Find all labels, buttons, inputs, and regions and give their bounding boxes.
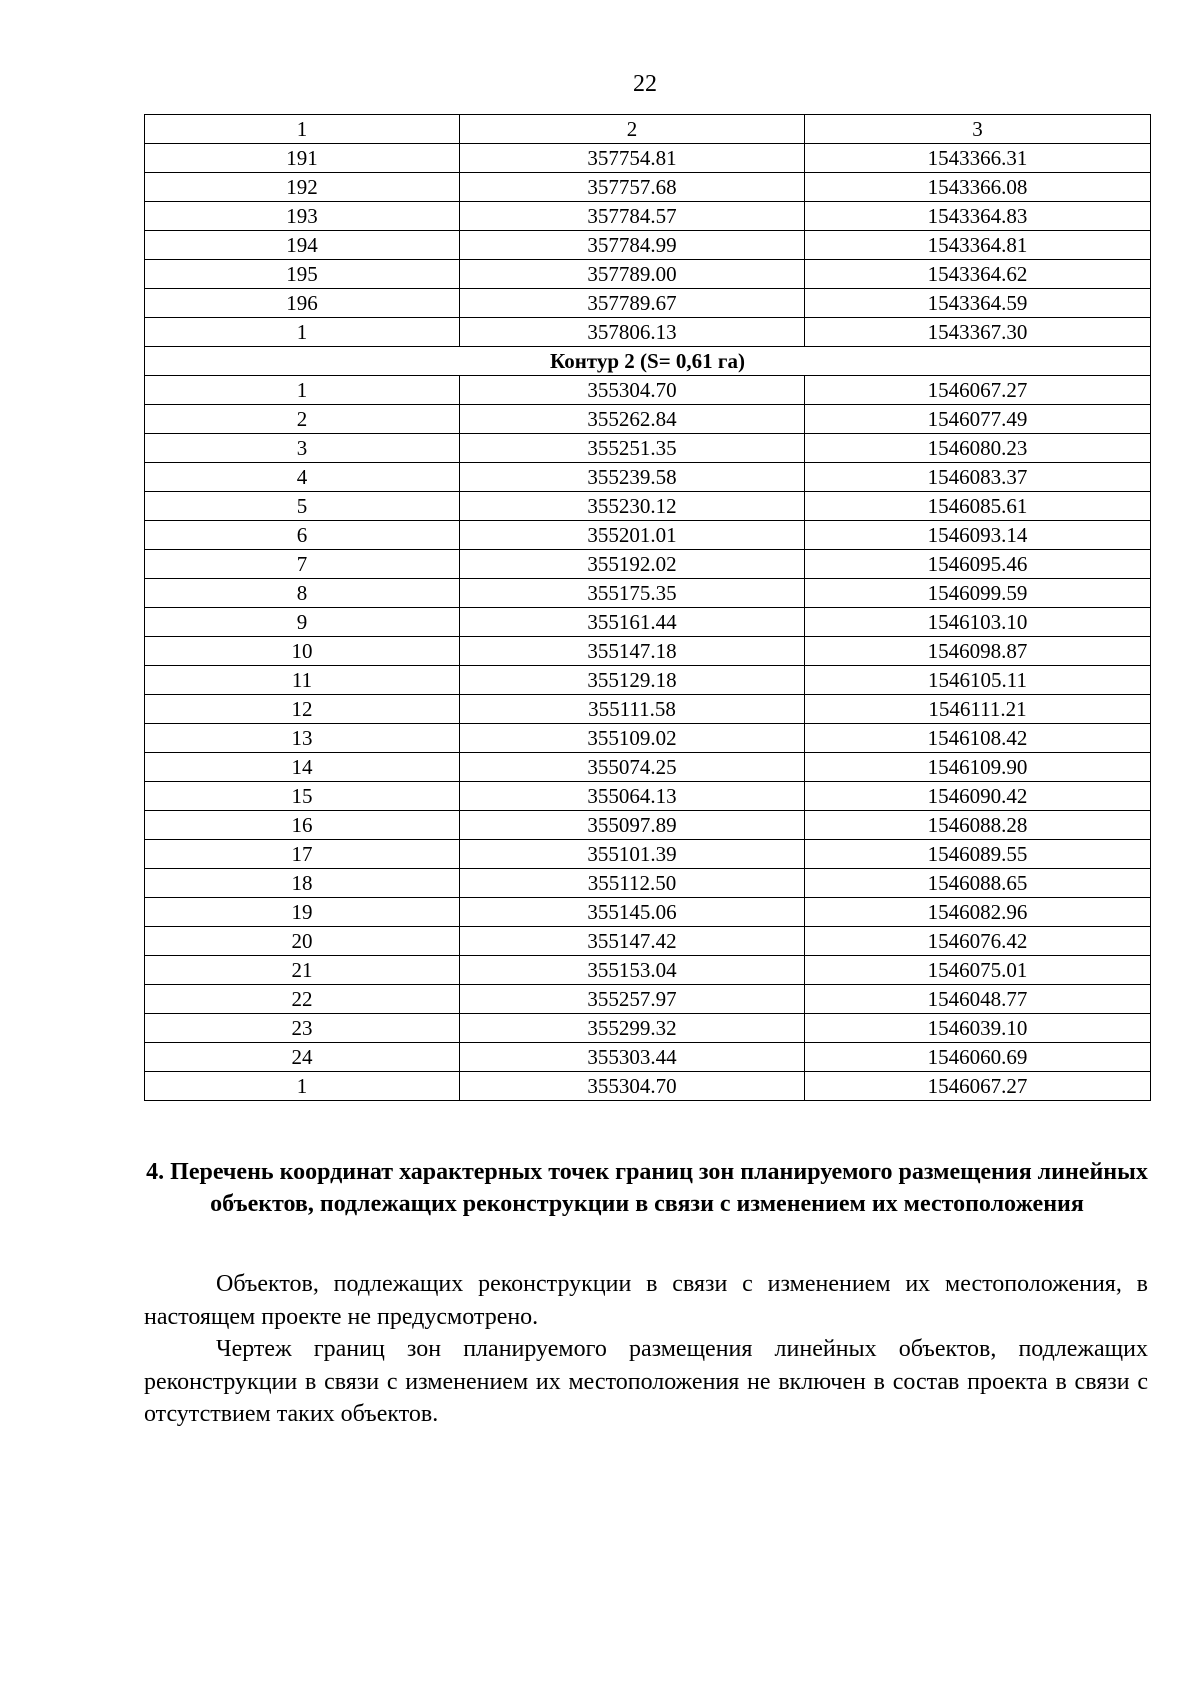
table-row (145, 753, 1151, 782)
y-coordinate-cell: 1546090.42 (805, 782, 1151, 811)
point-number-cell: 192 (145, 173, 460, 202)
table-row (145, 405, 1151, 434)
y-coordinate-cell: 1543367.30 (805, 318, 1151, 347)
table-row (145, 782, 1151, 811)
y-coordinate-cell: 1546098.87 (805, 637, 1151, 666)
point-number-cell: 6 (145, 521, 460, 550)
y-coordinate-cell: 1546048.77 (805, 985, 1151, 1014)
y-coordinate-cell: 1546080.23 (805, 434, 1151, 463)
y-coordinate-cell: 1546109.90 (805, 753, 1151, 782)
table-row (145, 231, 1151, 260)
y-coordinate-cell: 1543366.08 (805, 173, 1151, 202)
y-coordinate-cell: 1546082.96 (805, 898, 1151, 927)
y-coordinate-cell: 1543364.59 (805, 289, 1151, 318)
table-row (145, 840, 1151, 869)
table-row (145, 869, 1151, 898)
x-coordinate-cell: 357789.67 (460, 289, 805, 318)
table-row (145, 724, 1151, 753)
point-number-cell: 196 (145, 289, 460, 318)
point-number-cell: 24 (145, 1043, 460, 1072)
y-coordinate-cell: 1546089.55 (805, 840, 1151, 869)
y-coordinate-cell: 1546103.10 (805, 608, 1151, 637)
column-header: 3 (805, 115, 1151, 144)
table-row (145, 1043, 1151, 1072)
table-row (145, 608, 1151, 637)
point-number-cell: 194 (145, 231, 460, 260)
x-coordinate-cell: 355303.44 (460, 1043, 805, 1072)
coordinates-table (144, 114, 1151, 1101)
table-row (145, 521, 1151, 550)
table-row (145, 666, 1151, 695)
y-coordinate-cell: 1546077.49 (805, 405, 1151, 434)
table-row (145, 579, 1151, 608)
x-coordinate-cell: 357754.81 (460, 144, 805, 173)
y-coordinate-cell: 1546111.21 (805, 695, 1151, 724)
table-row (145, 898, 1151, 927)
y-coordinate-cell: 1546108.42 (805, 724, 1151, 753)
point-number-cell: 2 (145, 405, 460, 434)
y-coordinate-cell: 1543366.31 (805, 144, 1151, 173)
x-coordinate-cell: 355299.32 (460, 1014, 805, 1043)
table-row (145, 550, 1151, 579)
y-coordinate-cell: 1546083.37 (805, 463, 1151, 492)
paragraph: Объектов, подлежащих реконструкции в связи с изменением их местоположения, в настоящем проекте не предусмотрено. (144, 1271, 1148, 1330)
table-row (145, 956, 1151, 985)
point-number-cell: 18 (145, 869, 460, 898)
x-coordinate-cell: 355097.89 (460, 811, 805, 840)
x-coordinate-cell: 357806.13 (460, 318, 805, 347)
x-coordinate-cell: 355111.58 (460, 695, 805, 724)
point-number-cell: 21 (145, 956, 460, 985)
point-number-cell: 23 (145, 1014, 460, 1043)
table-row (145, 1072, 1151, 1101)
point-number-cell: 7 (145, 550, 460, 579)
table-row (145, 695, 1151, 724)
table-row (145, 144, 1151, 173)
x-coordinate-cell: 355064.13 (460, 782, 805, 811)
point-number-cell: 1 (145, 376, 460, 405)
table-row (145, 1014, 1151, 1043)
x-coordinate-cell: 355145.06 (460, 898, 805, 927)
y-coordinate-cell: 1546099.59 (805, 579, 1151, 608)
y-coordinate-cell: 1543364.62 (805, 260, 1151, 289)
table-row (145, 492, 1151, 521)
table-row (145, 173, 1151, 202)
y-coordinate-cell: 1546067.27 (805, 376, 1151, 405)
contour-section-row (145, 347, 1151, 376)
table-row (145, 376, 1151, 405)
table-header-row (145, 115, 1151, 144)
y-coordinate-cell: 1546093.14 (805, 521, 1151, 550)
point-number-cell: 3 (145, 434, 460, 463)
table-row (145, 637, 1151, 666)
y-coordinate-cell: 1546088.65 (805, 869, 1151, 898)
point-number-cell: 14 (145, 753, 460, 782)
x-coordinate-cell: 355304.70 (460, 376, 805, 405)
point-number-cell: 1 (145, 1072, 460, 1101)
y-coordinate-cell: 1546076.42 (805, 927, 1151, 956)
point-number-cell: 195 (145, 260, 460, 289)
point-number-cell: 11 (145, 666, 460, 695)
y-coordinate-cell: 1546095.46 (805, 550, 1151, 579)
point-number-cell: 5 (145, 492, 460, 521)
x-coordinate-cell: 357757.68 (460, 173, 805, 202)
section-heading: 4. Перечень координат характерных точек границ зон планируемого размещения линейных объектов, подлежащих реконструкции в связи с изменением их местоположения (146, 1159, 1148, 1217)
table-row (145, 463, 1151, 492)
point-number-cell: 1 (145, 318, 460, 347)
section-body (144, 1268, 1148, 1431)
y-coordinate-cell: 1546067.27 (805, 1072, 1151, 1101)
point-number-cell: 4 (145, 463, 460, 492)
x-coordinate-cell: 355192.02 (460, 550, 805, 579)
x-coordinate-cell: 357789.00 (460, 260, 805, 289)
contour-title: Контур 2 (S= 0,61 га) (145, 347, 1151, 376)
x-coordinate-cell: 355074.25 (460, 753, 805, 782)
x-coordinate-cell: 355257.97 (460, 985, 805, 1014)
y-coordinate-cell: 1546105.11 (805, 666, 1151, 695)
y-coordinate-cell: 1546060.69 (805, 1043, 1151, 1072)
coordinates-table-body (145, 115, 1151, 1101)
x-coordinate-cell: 355175.35 (460, 579, 805, 608)
x-coordinate-cell: 357784.99 (460, 231, 805, 260)
x-coordinate-cell: 355129.18 (460, 666, 805, 695)
table-row (145, 202, 1151, 231)
point-number-cell: 15 (145, 782, 460, 811)
point-number-cell: 191 (145, 144, 460, 173)
paragraph: Чертеж границ зон планируемого размещения линейных объектов, подлежащих реконструкции в связи с изменением их местоположения не включен в состав проекта в связи с отсутствием таких объектов. (144, 1336, 1148, 1427)
y-coordinate-cell: 1546075.01 (805, 956, 1151, 985)
point-number-cell: 16 (145, 811, 460, 840)
point-number-cell: 13 (145, 724, 460, 753)
x-coordinate-cell: 355201.01 (460, 521, 805, 550)
page-number: 22 (633, 71, 657, 97)
table-row (145, 260, 1151, 289)
column-header: 2 (460, 115, 805, 144)
table-row (145, 985, 1151, 1014)
point-number-cell: 193 (145, 202, 460, 231)
x-coordinate-cell: 355239.58 (460, 463, 805, 492)
x-coordinate-cell: 355161.44 (460, 608, 805, 637)
x-coordinate-cell: 355112.50 (460, 869, 805, 898)
y-coordinate-cell: 1546039.10 (805, 1014, 1151, 1043)
point-number-cell: 19 (145, 898, 460, 927)
x-coordinate-cell: 357784.57 (460, 202, 805, 231)
x-coordinate-cell: 355262.84 (460, 405, 805, 434)
point-number-cell: 12 (145, 695, 460, 724)
table-row (145, 318, 1151, 347)
y-coordinate-cell: 1546085.61 (805, 492, 1151, 521)
point-number-cell: 17 (145, 840, 460, 869)
x-coordinate-cell: 355153.04 (460, 956, 805, 985)
y-coordinate-cell: 1543364.83 (805, 202, 1151, 231)
point-number-cell: 8 (145, 579, 460, 608)
x-coordinate-cell: 355230.12 (460, 492, 805, 521)
column-header: 1 (145, 115, 460, 144)
y-coordinate-cell: 1546088.28 (805, 811, 1151, 840)
table-row (145, 434, 1151, 463)
y-coordinate-cell: 1543364.81 (805, 231, 1151, 260)
point-number-cell: 10 (145, 637, 460, 666)
x-coordinate-cell: 355147.42 (460, 927, 805, 956)
x-coordinate-cell: 355304.70 (460, 1072, 805, 1101)
x-coordinate-cell: 355109.02 (460, 724, 805, 753)
x-coordinate-cell: 355147.18 (460, 637, 805, 666)
x-coordinate-cell: 355101.39 (460, 840, 805, 869)
point-number-cell: 20 (145, 927, 460, 956)
x-coordinate-cell: 355251.35 (460, 434, 805, 463)
table-row (145, 811, 1151, 840)
table-row (145, 289, 1151, 318)
point-number-cell: 9 (145, 608, 460, 637)
table-row (145, 927, 1151, 956)
point-number-cell: 22 (145, 985, 460, 1014)
